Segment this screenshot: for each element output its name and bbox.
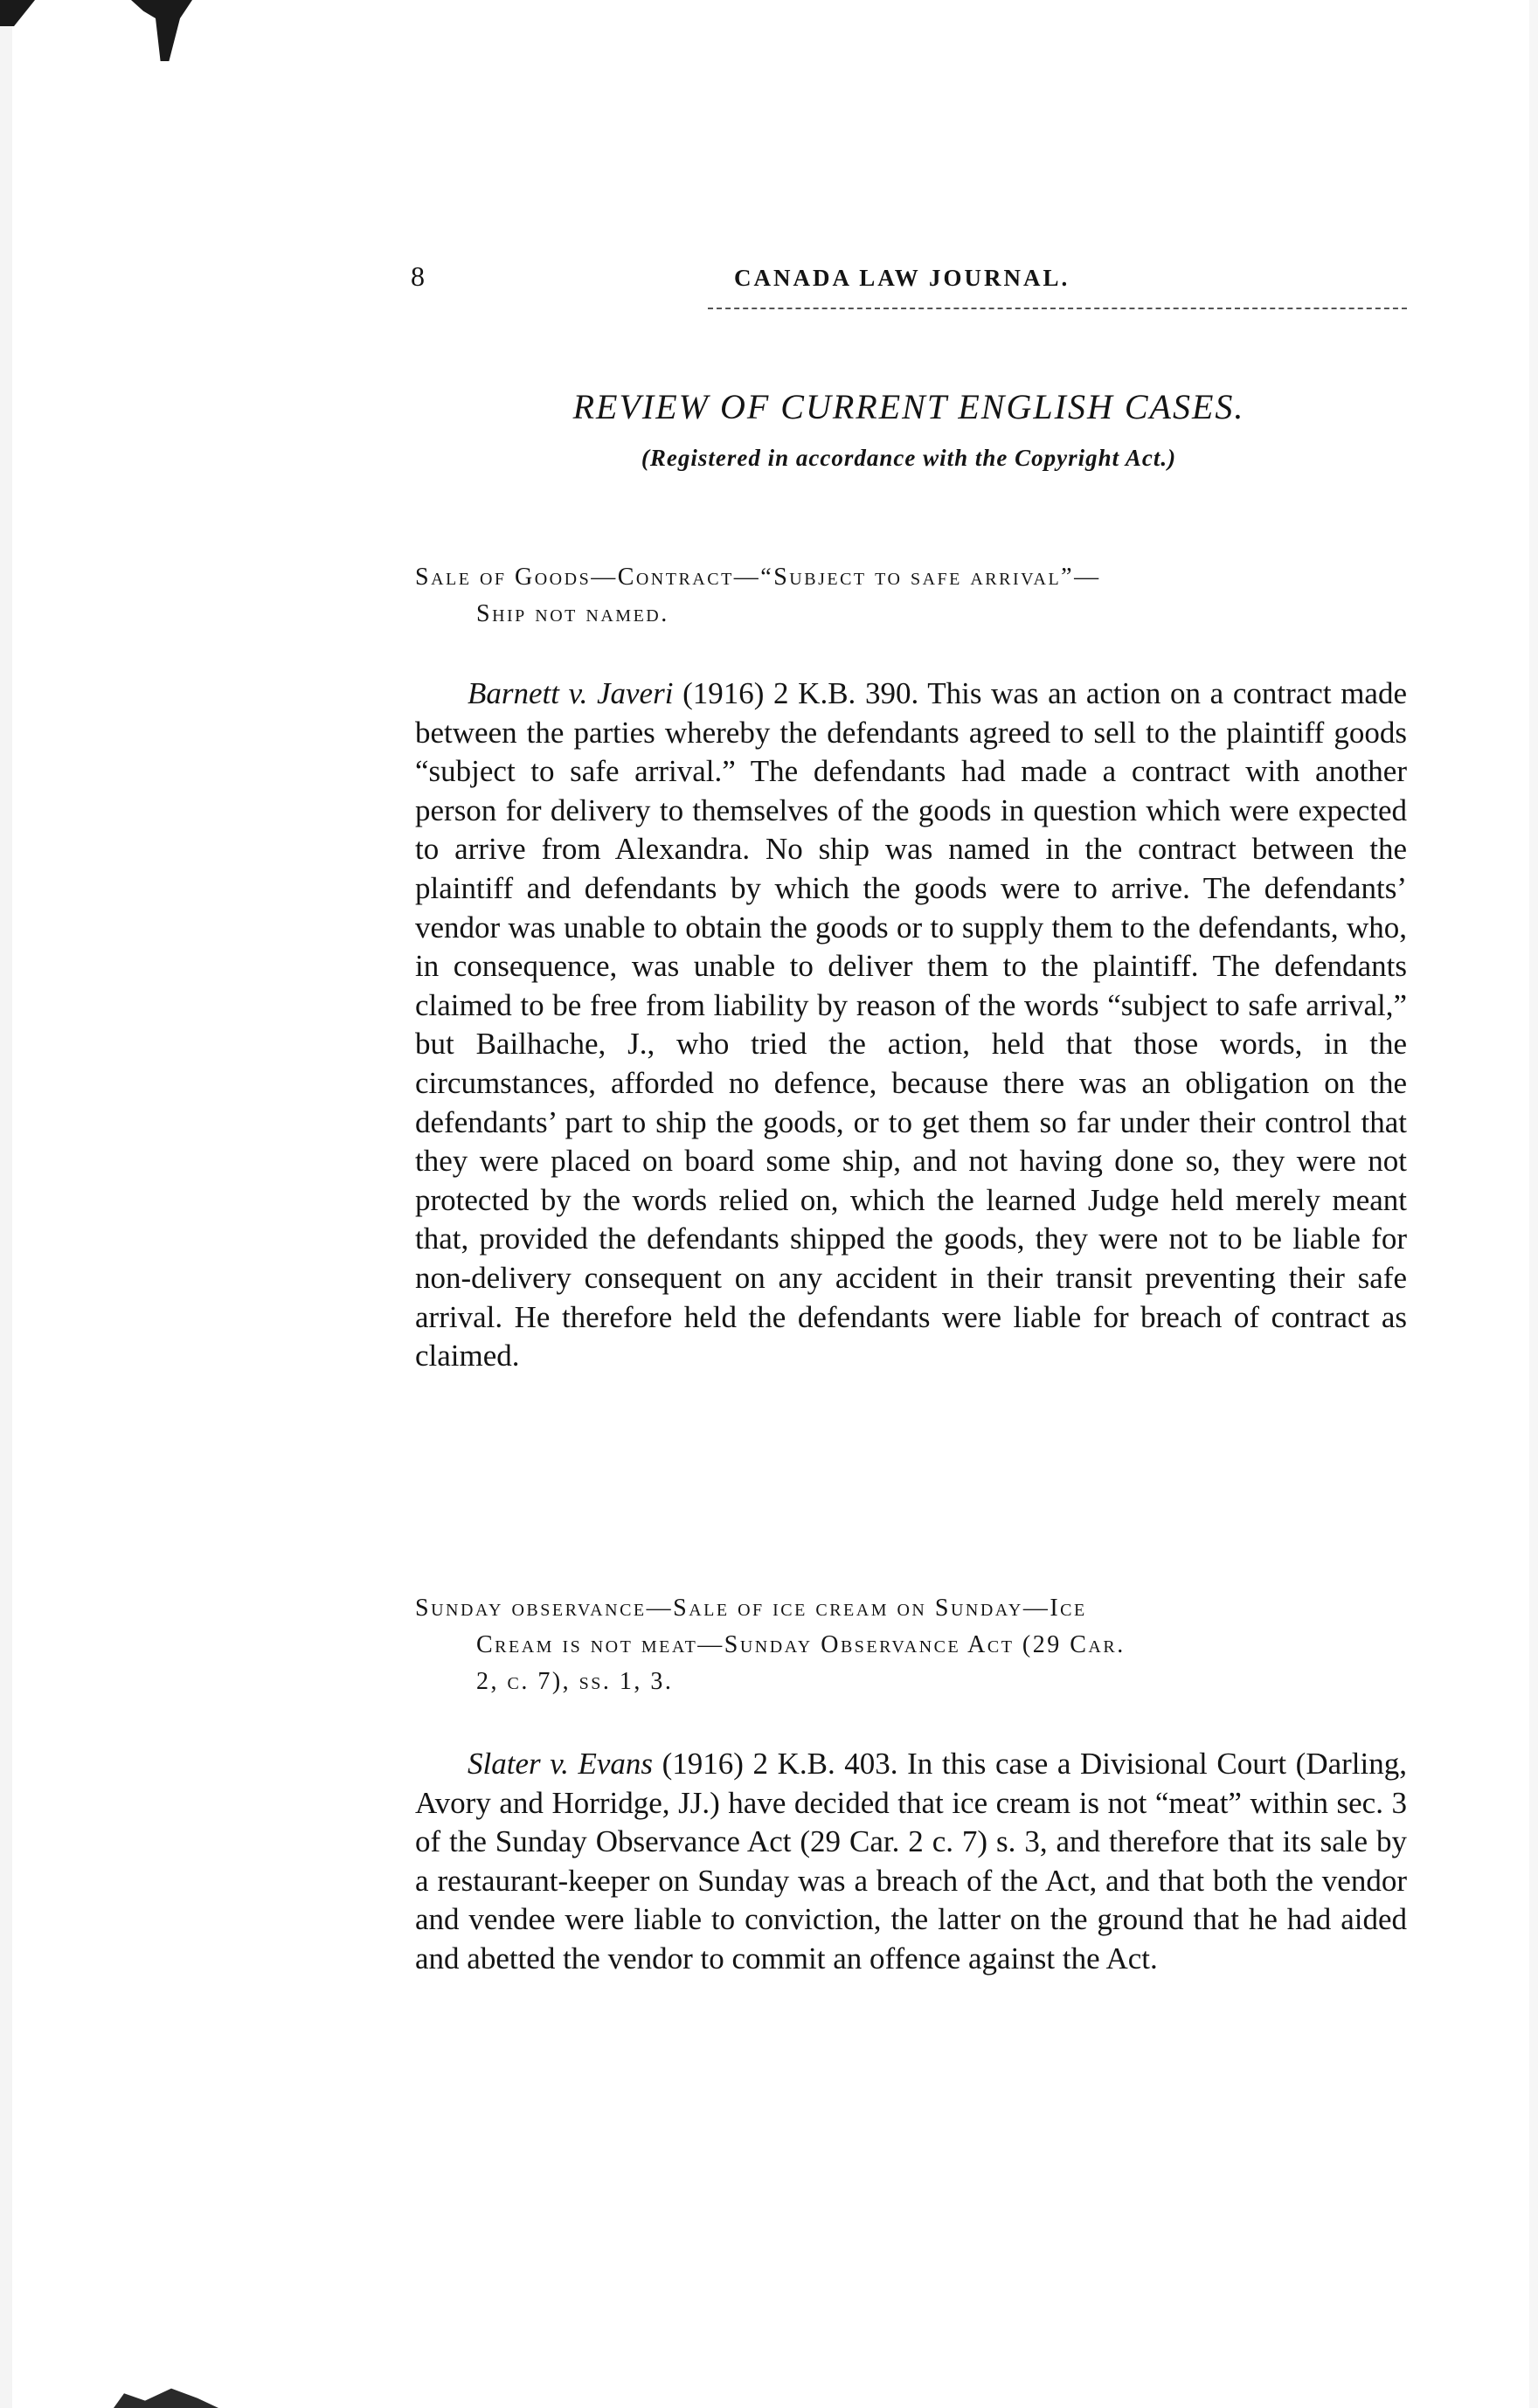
case-text: In this case a Divisional Court (Darling, Avory and Horridge, JJ.) have decided that ice cream is not “meat” within sec. 3 of the Sunday Observance Act (29 Car. 2 c. 7) s. 3, and therefore that its sale by a restaurant-keeper on Sunday was a breach of the Act, and that both the vendor and vendee were liable to conviction, the latter on the ground that he had aided and abetted the vendor to commit an offence against the Act. [415, 1747, 1407, 1976]
scan-artifact-top-left [0, 0, 35, 26]
section-heading: REVIEW OF CURRENT ENGLISH CASES. [572, 387, 1245, 426]
case-citation: (1916) 2 K.B. 390. [673, 676, 919, 710]
case-headnote-line: Sale of Goods—Contract—“Subject to safe arrival”— [415, 564, 1101, 591]
case-headnote [415, 1590, 1407, 1700]
case-headnote-line: Ship not named. [476, 600, 669, 627]
page-number: 8 [411, 260, 425, 292]
scan-artifact-bottom [114, 2384, 218, 2408]
case-name: Barnett v. Javeri [468, 676, 674, 710]
scan-edge-right [1529, 0, 1538, 2408]
case-text: This was an action on a contract made between the parties whereby the defendants agreed to sell to the plaintiff goods “subject to safe arrival.” The defendants had made a contract with another person for delivery to themselves of the goods in question which were expected to arrive from Alexandra. No ship was named in the contract between the plaintiff and defendants by which the goods were to arrive. The defendants’ vendor was unable to obtain the goods or to supply them to the defendants, who, in consequence, was unable to deliver them to the plaintiff. The defendants claimed to be free from liability by reason of the words “subject to safe arrival,” but Bailhache, J., who tried the action, held that those words, in the circumstances, afforded no defence, because there was an obligation on the defendants’ part to ship the goods, or to get them so far under their control that they were placed on board some ship, and not having done so, they were not protected by the words relied on, which the learned Judge held merely meant that, provided the defendants shipped the goods, they were not to be liable for non-delivery consequent on any accident in their transit preventing their safe arrival. He therefore held the defendants were liable for breach of contract as claimed. [415, 676, 1407, 1374]
case-paragraph [415, 675, 1407, 1376]
journal-title: CANADA LAW JOURNAL. [734, 265, 1070, 291]
header-rule [708, 308, 1407, 309]
case-paragraph [415, 1745, 1407, 1979]
case-name: Slater v. Evans [468, 1747, 653, 1781]
running-head [411, 259, 1407, 297]
case-headnote-line: 2, c. 7), ss. 1, 3. [476, 1668, 674, 1695]
case-headnote-line: Sunday observance—Sale of ice cream on Sunday—Ice [415, 1595, 1087, 1622]
section-subheading: (Registered in accordance with the Copyright Act.) [641, 445, 1177, 471]
scan-artifact-top [131, 0, 192, 61]
case-citation: (1916) 2 K.B. 403. [653, 1747, 898, 1781]
case-headnote [415, 559, 1407, 633]
case-headnote-line: Cream is not meat—Sunday Observance Act (29 Car. [476, 1631, 1126, 1658]
scan-edge-left [0, 0, 12, 2408]
